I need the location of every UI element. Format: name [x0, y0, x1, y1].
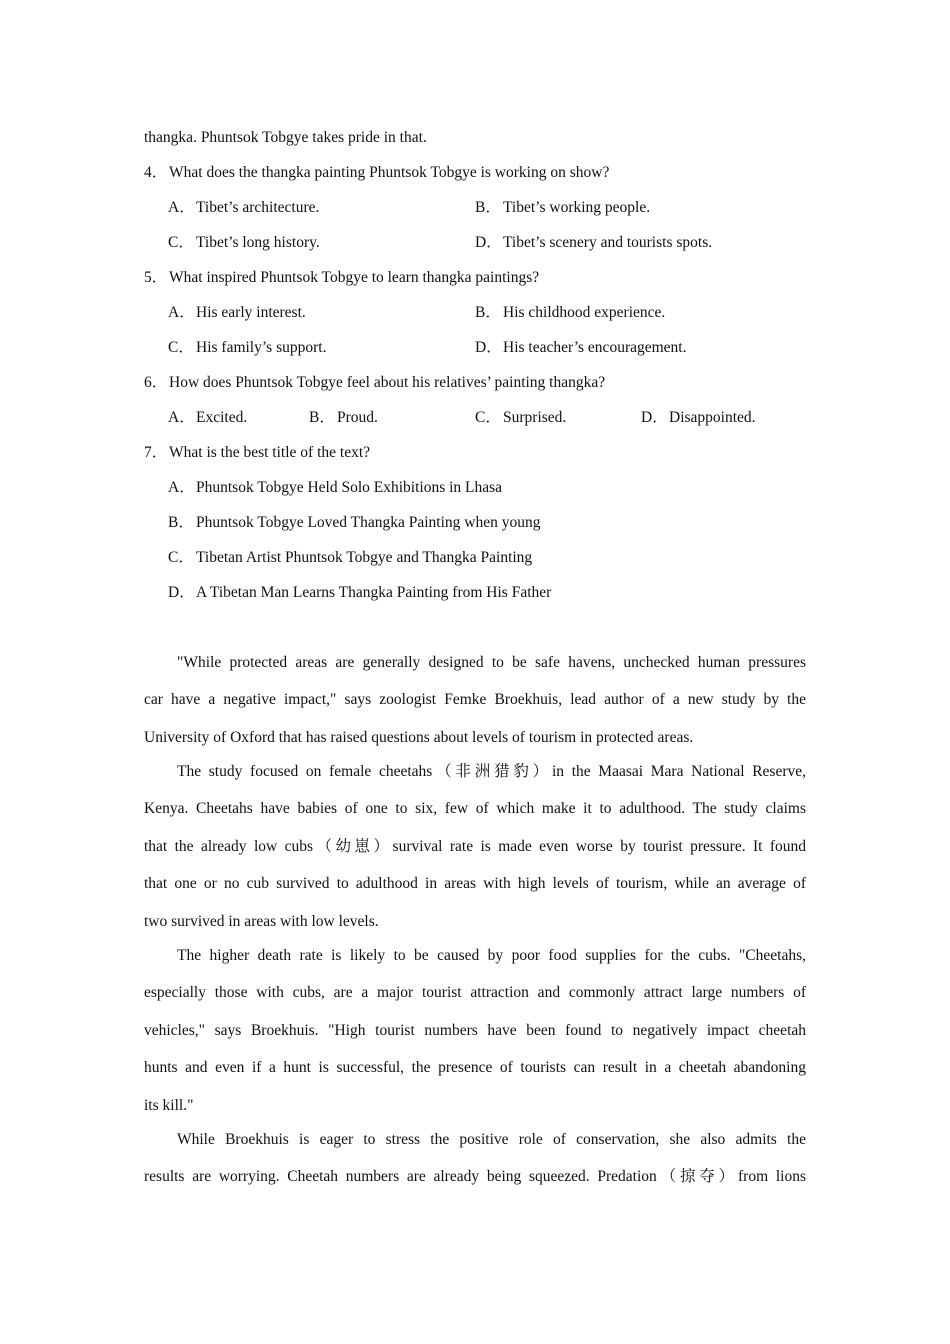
question-6 — [144, 373, 605, 393]
option-7b: B． Phuntsok Tobgye Loved Thangka Painting when young — [168, 514, 541, 531]
question-7 — [144, 443, 370, 463]
passage-line: that one or no cub survived to adulthood in areas with high levels of tourism, while an average of — [144, 875, 806, 892]
question-number: 6． — [144, 374, 168, 391]
option-5d: D．His teacher’s encouragement. — [475, 339, 687, 356]
option-4c: C． Tibet’s long history. — [168, 234, 320, 251]
passage-line: "While protected areas are generally designed to be safe havens, unchecked human pressures — [177, 654, 806, 671]
passage-line: While Broekhuis is eager to stress the positive role of conservation, she also admits the — [177, 1131, 806, 1148]
option-6b: B． Proud. — [309, 409, 378, 426]
question-number: 7． — [144, 444, 168, 461]
question-text: How does Phuntsok Tobgye feel about his relatives’ painting thangka? — [169, 374, 606, 391]
passage-line: University of Oxford that has raised questions about levels of tourism in protected areas. — [144, 729, 694, 746]
passage-line: results are worrying. Cheetah numbers are already being squeezed. Predation（掠夺）from lions — [144, 1168, 806, 1185]
option-4a: A．Tibet’s architecture. — [168, 199, 320, 216]
question-text: What inspired Phuntsok Tobgye to learn thangka paintings? — [169, 269, 540, 286]
question-text: What is the best title of the text? — [169, 444, 371, 461]
passage-line: car have a negative impact," says zoologist Femke Broekhuis, lead author of a new study by the — [144, 691, 806, 708]
option-5c: C． His family’s support. — [168, 339, 327, 356]
passage-line: especially those with cubs, are a major tourist attraction and commonly attract large numbers of — [144, 984, 806, 1001]
option-6d: D．Disappointed. — [641, 409, 756, 426]
option-5a: A．His early interest. — [168, 304, 306, 321]
passage-line: that the already low cubs（幼崽）survival rate is made even worse by tourist pressure. It found — [144, 838, 806, 855]
option-4d: D．Tibet’s scenery and tourists spots. — [475, 234, 713, 251]
option-7a: A．Phuntsok Tobgye Held Solo Exhibitions in Lhasa — [168, 479, 503, 496]
passage-line: The study focused on female cheetahs（非洲猎豹）in the Maasai Mara National Reserve, — [177, 763, 806, 780]
option-6a: A．Excited. — [168, 409, 248, 426]
carryover-line: thangka. Phuntsok Tobgye takes pride in that. — [144, 129, 427, 146]
passage-line: vehicles," says Broekhuis. "High tourist numbers have been found to negatively impact cheetah — [144, 1022, 806, 1039]
question-4 — [144, 163, 609, 183]
option-4b: B． Tibet’s working people. — [475, 199, 651, 216]
option-7d: D．A Tibetan Man Learns Thangka Painting from His Father — [168, 584, 552, 601]
option-7c: C． Tibetan Artist Phuntsok Tobgye and Thangka Painting — [168, 549, 533, 566]
passage-line: hunts and even if a hunt is successful, the presence of tourists can result in a cheetah abandoning — [144, 1059, 806, 1076]
question-text: What does the thangka painting Phuntsok Tobgye is working on show? — [169, 164, 610, 181]
question-number: 5． — [144, 269, 168, 286]
option-5b: B． His childhood experience. — [475, 304, 666, 321]
question-5 — [144, 268, 539, 288]
passage-line: its kill." — [144, 1097, 194, 1114]
question-number: 4． — [144, 164, 168, 181]
passage-line: Kenya. Cheetahs have babies of one to six, few of which make it to adulthood. The study claims — [144, 800, 806, 817]
passage-line: The higher death rate is likely to be caused by poor food supplies for the cubs. "Cheetahs, — [177, 947, 806, 964]
passage-line: two survived in areas with low levels. — [144, 913, 379, 930]
option-6c: C． Surprised. — [475, 409, 567, 426]
